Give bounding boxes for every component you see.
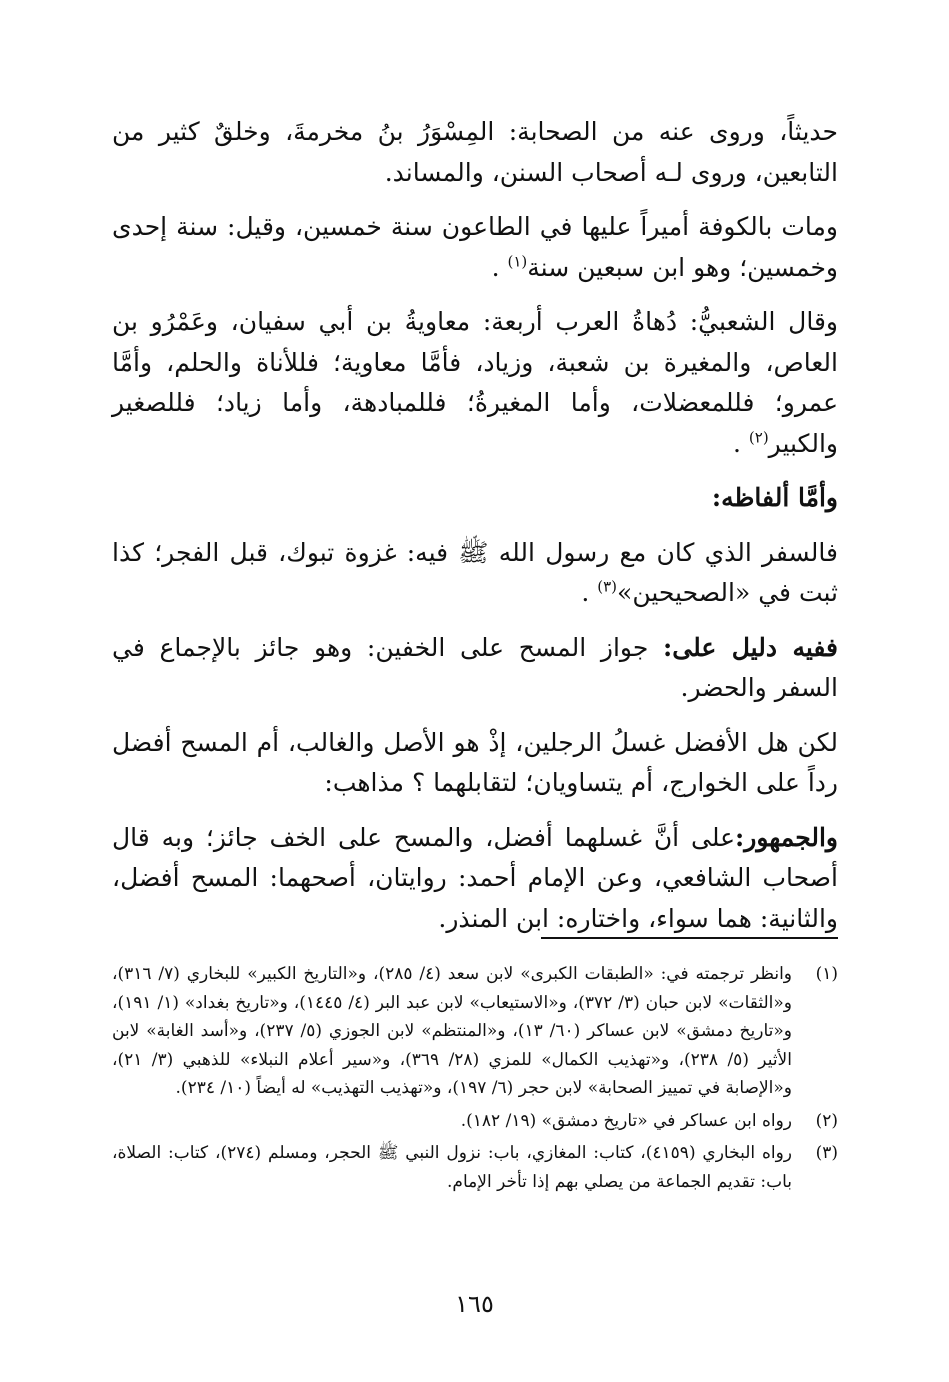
paragraph-3-text: وقال الشعبيُّ: دُهاةُ العرب أربعة: معاويةُ بن أبي سفيان، وعَمْرُو بن العاص، والمغيرة بن شعبة، وزياد، فأمَّا معاوية؛ فللأناة والحلم، وأمَّا عمرو؛ فللمعضلات، وأما المغيرةُ؛ فللمبادهة، وأما زياد؛ فللصغير والكبير <box>112 307 838 458</box>
footnote-1-number: (١) <box>815 964 838 984</box>
paragraph-2: ومات بالكوفة أميراً عليها في الطاعون سنة خمسين، وقيل: سنة إحدى وخمسين؛ وهو ابن سبعين سنة$^{(١)}$ . <box>112 212 838 282</box>
section-heading <box>112 478 838 519</box>
paragraph-6 <box>112 628 838 709</box>
footnote-2-text: رواه ابن عساكر في «تاريخ دمشق» (١٩/ ١٨٢). <box>460 1110 792 1131</box>
section-heading-text: وأمَّا ألفاظه: <box>711 483 838 512</box>
paragraph-7-text: لكن هل الأفضل غسلُ الرجلين، إذْ هو الأصل والغالب، أم المسح أفضل رداً على الخوارج، أم يتساويان؛ لتقابلهما ؟ مذاهب: <box>112 727 838 797</box>
paragraph-8-text: على أنَّ غسلهما أفضل، والمسح على الخف جائز؛ وبه قال أصحاب الشافعي، وعن الإمام أحمد: روايتان، أصحهما: المسح أفضل، والثانية: هما سواء، واختاره: ابن المنذر. <box>112 822 838 933</box>
footnote-1 <box>112 960 838 1103</box>
paragraph-6-lead: ففيه دليل على: <box>663 632 838 662</box>
footnote-ref-1[interactable]: (١) <box>507 252 528 271</box>
page-number: ١٦٥ <box>455 1290 494 1318</box>
footnote-3 <box>112 1139 838 1196</box>
paragraph-6-text: جواز المسح على الخفين: وهو جائز بالإجماع في السفر والحضر. <box>112 632 838 702</box>
paragraph-1-text: حديثاً، وروى عنه من الصحابة: المِسْوَرُ بنُ مخرمةَ، وخلقٌ كثير من التابعين، وروى لـه أصحاب السنن، والمساند. <box>112 117 838 187</box>
footnote-ref-3[interactable]: (٣) <box>597 577 618 596</box>
footnote-3-number: (٣) <box>815 1143 838 1163</box>
paragraph-8 <box>112 818 838 940</box>
footnote-ref-2[interactable]: (٢) <box>748 428 769 447</box>
footnote-2-number: (٢) <box>815 1110 838 1131</box>
footnote-2 <box>112 1107 838 1136</box>
paragraph-3: وقال الشعبيُّ: دُهاةُ العرب أربعة: معاويةُ بن أبي سفيان، وعَمْرُو بن العاص، والمغيرة بن شعبة، وزياد، فأمَّا معاوية؛ فللأناة والحلم، وأمَّا عمرو؛ فللمعضلات، وأما المغيرةُ؛ فللمبادهة، وأما زياد؛ فللصغير والكبير$^{(٢)}$ . <box>112 307 838 458</box>
footnote-divider <box>541 937 838 939</box>
paragraph-5-text: فالسفر الذي كان مع رسول الله ﷺ فيه: غزوة تبوك، قبل الفجر؛ كذا ثبت في «الصحيحين» <box>112 537 838 607</box>
footnotes <box>112 960 838 1200</box>
footnote-1-text: وانظر ترجمته في: «الطبقات الكبرى» لابن سعد (٤/ ٢٨٥)، و«التاريخ الكبير» للبخاري (٧/ ٣١٦)، و«الثقات» لابن حبان (٣/ ٣٧٢)، و«الاستيعاب» لابن عبد البر (٤/ ١٤٤٥)، و«تاريخ بغداد» (١/ ١٩١)، و«تاريخ دمشق» لابن عساكر (٦٠/ ١٣)، و«المنتظم» لابن الجوزي (٥/ ٢٣٧)، و«أسد الغابة» لابن الأثير (٥/ ٢٣٨)، و«تهذيب الكمال» للمزي (٢٨/ ٣٦٩)، و«سير أعلام النبلاء» للذهبي (٣/ ٢١)، و«الإصابة في تمييز الصحابة» لابن حجر (٦/ ١٩٧)، و«تهذيب التهذيب» له أيضاً (١٠/ ٢٣٤). <box>112 964 792 1098</box>
paragraph-7 <box>112 723 838 804</box>
paragraph-2-text: ومات بالكوفة أميراً عليها في الطاعون سنة خمسين، وقيل: سنة إحدى وخمسين؛ وهو ابن سبعين سنة <box>112 212 838 282</box>
paragraph-5: فالسفر الذي كان مع رسول الله ﷺ فيه: غزوة تبوك، قبل الفجر؛ كذا ثبت في «الصحيحين»$^{(٣)}$ . <box>112 537 838 607</box>
paragraph-1 <box>112 112 838 193</box>
footnote-3-text: رواه البخاري (٤١٥٩)، كتاب: المغازي، باب: نزول النبي ﷺ الحجر، ومسلم (٢٧٤)، كتاب: الصلاة، باب: تقديم الجماعة من يصلي بهم إذا تأخر الإمام. <box>112 1143 792 1192</box>
main-text <box>112 112 838 953</box>
paragraph-8-lead: والجمهور: <box>735 822 838 852</box>
